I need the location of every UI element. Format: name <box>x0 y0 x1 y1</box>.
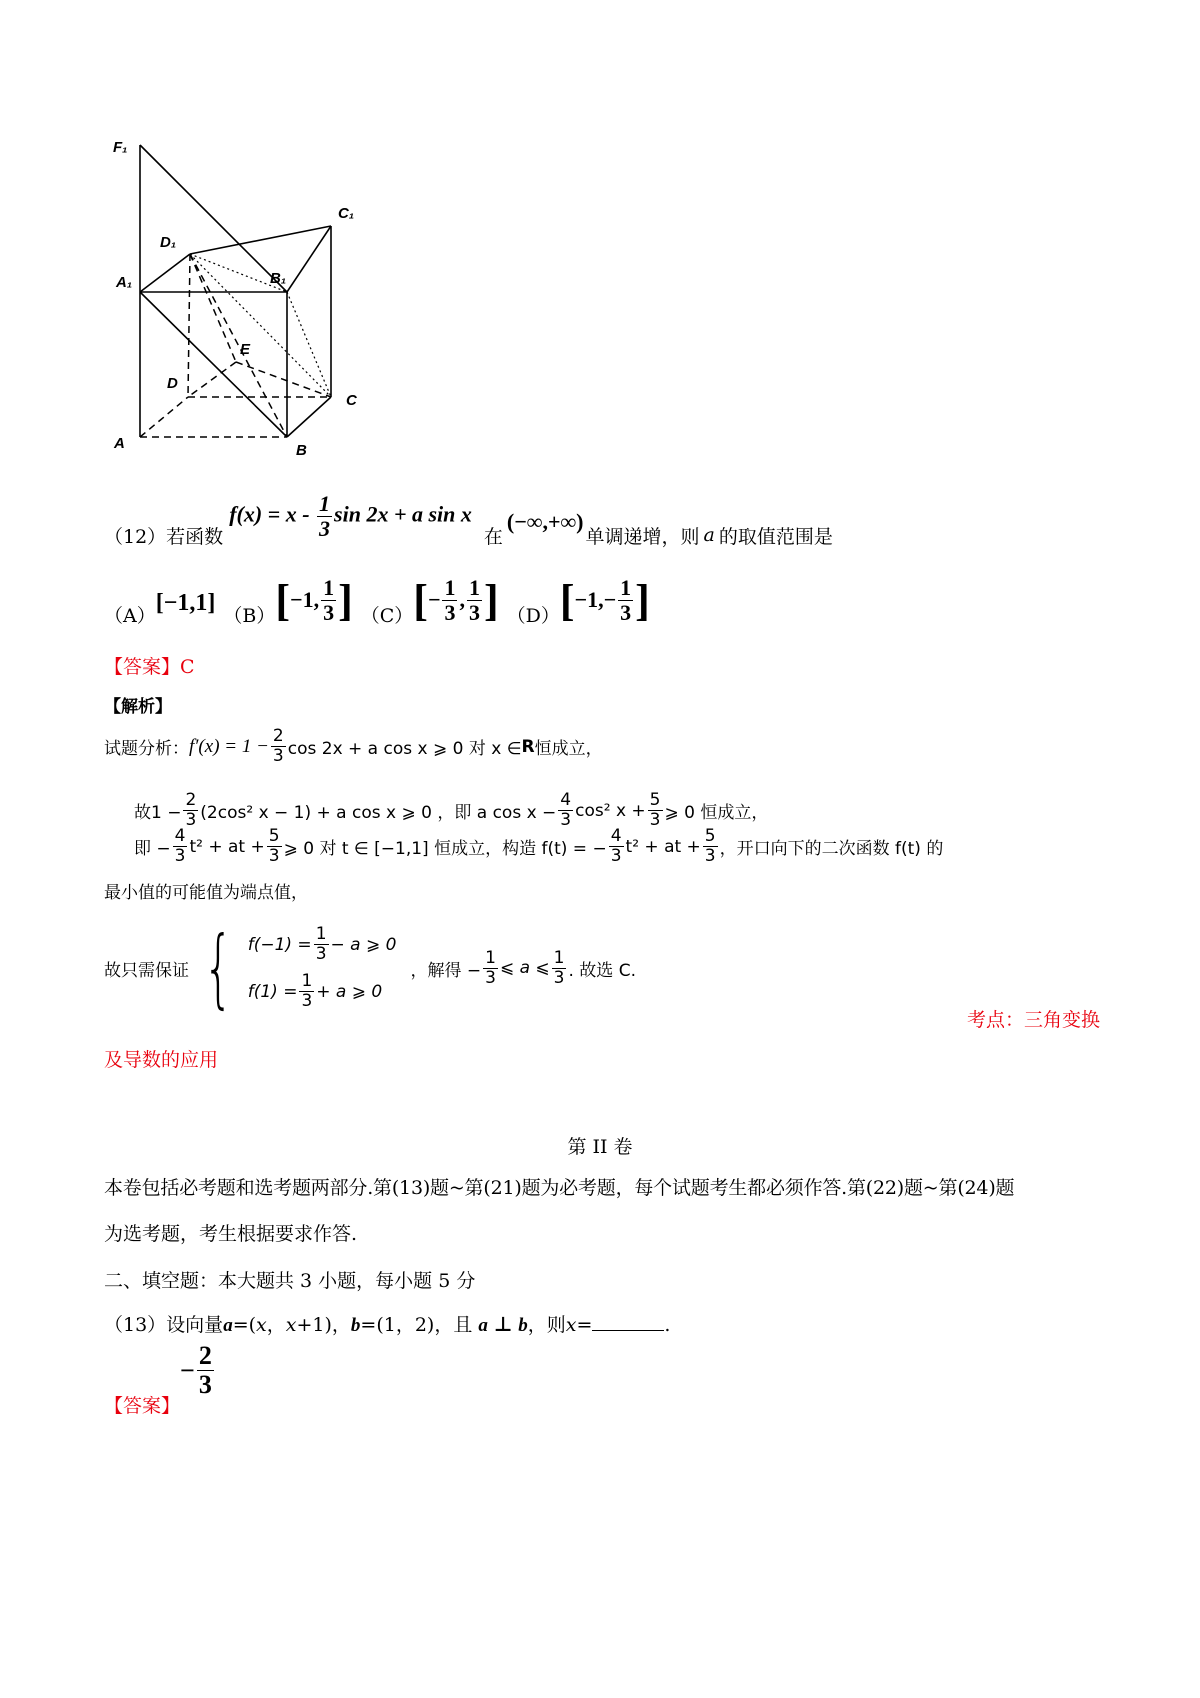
q13-vec-b2: b <box>518 1315 528 1336</box>
kaodian-line-1: 考点：三角变换 <box>966 1009 1100 1031</box>
label-C1: C₁ <box>338 205 355 222</box>
line2-mid2: cos² x + <box>575 800 646 821</box>
q12-answer: 【答案】C <box>104 656 195 678</box>
q13-eq1: =( <box>232 1314 257 1336</box>
edge-D1-C1 <box>190 226 331 254</box>
q13-answer-label: 【答案】 <box>104 1395 181 1417</box>
q13-end: . <box>664 1314 671 1336</box>
line1-num: 2 <box>272 726 284 746</box>
option-d-value: [ −1,− $\frac{1}{3}$ ] <box>559 574 650 625</box>
edge-E-C <box>236 362 331 397</box>
q12-options <box>104 566 650 634</box>
edge-D1-E <box>190 254 236 362</box>
part2-desc-2: 为选考题，考生根据要求作答. <box>104 1223 358 1245</box>
option-c-num1: 1 <box>444 574 456 600</box>
cond2-num: 1 <box>301 971 313 991</box>
option-b-label: （B） <box>223 604 276 627</box>
label-B: B <box>296 442 307 459</box>
edge-B-C <box>287 397 331 437</box>
line2-den2: 3 <box>560 810 572 830</box>
line2-lead: 故1 − <box>134 803 182 823</box>
label-D: D <box>167 375 178 392</box>
line3-num3: 4 <box>610 826 622 846</box>
q13-stem <box>104 1310 670 1337</box>
q13-answer-num: 2 <box>198 1341 212 1370</box>
line2-end: ⩾ 0 恒成立， <box>664 803 769 823</box>
q13-x2: x <box>285 1314 297 1336</box>
analysis-line-1 <box>104 728 603 765</box>
label-B1: B₁ <box>270 270 287 287</box>
line5-den: 3 <box>485 967 496 988</box>
q12-func-rest: sin 2x + a sin x <box>334 501 472 527</box>
analysis-line-4: 最小值的可能值为端点值， <box>104 883 308 903</box>
q13-answer-value <box>180 1343 216 1398</box>
cond2-den: 3 <box>301 991 313 1011</box>
analysis-line-2 <box>134 792 768 829</box>
label-A: A <box>114 435 125 452</box>
option-c-num2: 1 <box>468 574 480 600</box>
q13-prefix: （13）设向量 <box>104 1314 224 1336</box>
perp-symbol: ⊥ <box>493 1312 513 1336</box>
q12-func-num: 1 <box>319 490 331 516</box>
q12-analysis-label: 【解析】 <box>104 697 172 717</box>
q13-answer-den: 3 <box>198 1370 212 1399</box>
cond1-rest: − a ⩾ 0 <box>330 934 397 955</box>
condition-2 <box>248 973 397 1010</box>
cond2-lead: f(1) = <box>247 981 298 1002</box>
line2-den3: 3 <box>649 810 661 830</box>
line3-den2: 3 <box>268 846 280 866</box>
line3-mid: t² + at + <box>189 836 265 857</box>
cond1-num: 1 <box>315 924 327 944</box>
cond1-den: 3 <box>315 944 327 964</box>
cond1-lead: f(−1) = <box>247 934 312 955</box>
condition-1 <box>248 926 397 963</box>
line5-den2: 3 <box>553 967 565 988</box>
line3-num: 4 <box>174 826 186 846</box>
section-heading: 二、填空题：本大题共 3 小题，每小题 5 分 <box>104 1270 476 1292</box>
edge-F1-B1 <box>140 145 287 292</box>
option-c-den2: 3 <box>468 599 480 625</box>
line1-deriv: f′(x) = 1 − <box>189 735 269 757</box>
edge-B1-C <box>287 292 331 397</box>
option-c-den1: 3 <box>444 599 456 625</box>
q13-x3: x <box>565 1314 577 1336</box>
condition-system <box>248 926 397 1010</box>
q12-func-den: 3 <box>319 515 331 541</box>
q13-answer <box>104 1341 216 1422</box>
line3-den: 3 <box>174 846 186 866</box>
system-brace: { <box>203 918 234 1018</box>
q12-mid: 在 <box>483 525 503 548</box>
line3-lead: 即 − <box>134 839 171 859</box>
option-d-label: （D） <box>506 604 560 627</box>
line5-ineq: ⩽ a ⩽ <box>499 958 550 978</box>
edge-B1-C1 <box>287 226 331 292</box>
line1-R: R <box>521 736 535 757</box>
answer-blank[interactable] <box>592 1312 664 1331</box>
line1-lead: 试题分析： <box>104 739 189 759</box>
label-D1: D₁ <box>160 234 177 251</box>
option-a-value: [−1,1] <box>155 589 216 616</box>
label-F1: F₁ <box>113 139 128 156</box>
label-E: E <box>240 341 251 358</box>
line3-den3: 3 <box>610 846 622 866</box>
cond2-rest: + a ⩾ 0 <box>316 981 383 1002</box>
line2-den: 3 <box>185 810 197 830</box>
option-d-num: 1 <box>620 574 632 600</box>
analysis-line-5 <box>104 918 636 1018</box>
line3-mid3: t² + at + <box>625 836 701 857</box>
q12-a-var: a <box>703 524 715 546</box>
option-d-den: 3 <box>620 599 632 625</box>
q12-suffix2: 的取值范围是 <box>718 525 833 548</box>
q13-answer-sign: − <box>180 1355 195 1385</box>
part2-title: 第 II 卷 <box>567 1136 633 1158</box>
line5-num: 1 <box>485 947 496 968</box>
line2-num2: 4 <box>560 790 572 810</box>
q12-interval: (−∞,+∞) <box>506 509 584 534</box>
line2-num3: 5 <box>649 790 661 810</box>
q13-eq2: =(1，2)，且 <box>360 1314 473 1336</box>
line5-mid: ，解得 − <box>410 960 482 981</box>
line3-den4: 3 <box>704 846 716 866</box>
q12-suffix: 单调递增，则 <box>585 525 700 548</box>
edge-A1-D1 <box>140 254 190 292</box>
line5-num2: 1 <box>553 947 565 968</box>
line3-mid2: ⩾ 0 对 t ∈ [−1,1] 恒成立，构造 f(t) = − <box>283 839 607 859</box>
option-b-den: 3 <box>323 599 335 625</box>
edge-A1-B <box>140 292 287 437</box>
kaodian-line-2: 及导数的应用 <box>104 1049 219 1071</box>
edge-A-D <box>140 397 188 437</box>
edge-D1-D <box>188 254 190 397</box>
q13-comma: ， <box>266 1314 286 1336</box>
option-b-value: [ −1, $\frac{1}{3}$ ] <box>275 574 353 625</box>
label-C: C <box>346 392 357 409</box>
q13-eq3: = <box>576 1314 593 1336</box>
line3-num4: 5 <box>704 826 716 846</box>
q13-then: ，则 <box>527 1314 566 1336</box>
q13-vec-b: b <box>350 1315 361 1336</box>
q12-func-head: f(x) = x - <box>229 501 316 527</box>
q12-prefix: （12）若函数 <box>104 525 224 548</box>
option-c-label: （C） <box>360 604 414 627</box>
line1-den: 3 <box>272 746 284 766</box>
line2-num: 2 <box>185 790 197 810</box>
q13-x1: x <box>256 1314 267 1336</box>
q12-stem <box>104 490 833 554</box>
line1-rest: cos 2x + a cos x ⩾ 0 对 x ∈ <box>287 739 522 759</box>
option-d-left: −1,− <box>574 587 617 612</box>
line5-end: . 故选 C. <box>568 960 636 981</box>
option-a-label: （A） <box>104 604 156 627</box>
line3-num2: 5 <box>268 826 280 846</box>
q13-vec-a2: a <box>478 1315 488 1336</box>
option-b-left: −1, <box>290 587 320 612</box>
line1-end: 恒成立， <box>534 739 603 759</box>
part2-desc-1: 本卷包括必考题和选考题两部分.第(13)题~第(21)题为必考题，每个试题考生都必须作答.第(22)题~第(24)题 <box>104 1177 1015 1199</box>
edge-D1-C <box>190 254 331 397</box>
option-c-value: [ − $\frac{1}{3}$ , $\frac{1}{3}$ ] <box>413 574 499 625</box>
q12-function <box>229 490 472 541</box>
option-b-num: 1 <box>323 574 335 600</box>
line2-mid: (2cos² x − 1) + a cos x ⩾ 0 ，即 a cos x − <box>200 803 557 823</box>
line3-end: ，开口向下的二次函数 f(t) 的 <box>719 839 944 859</box>
geometry-figure <box>110 130 390 470</box>
label-A1: A₁ <box>116 274 133 291</box>
q13-vec-a: a <box>223 1315 233 1336</box>
q13-plus: +1)， <box>296 1314 351 1336</box>
analysis-line-3 <box>134 828 943 865</box>
line5-lead: 故只需保证 <box>104 960 189 981</box>
